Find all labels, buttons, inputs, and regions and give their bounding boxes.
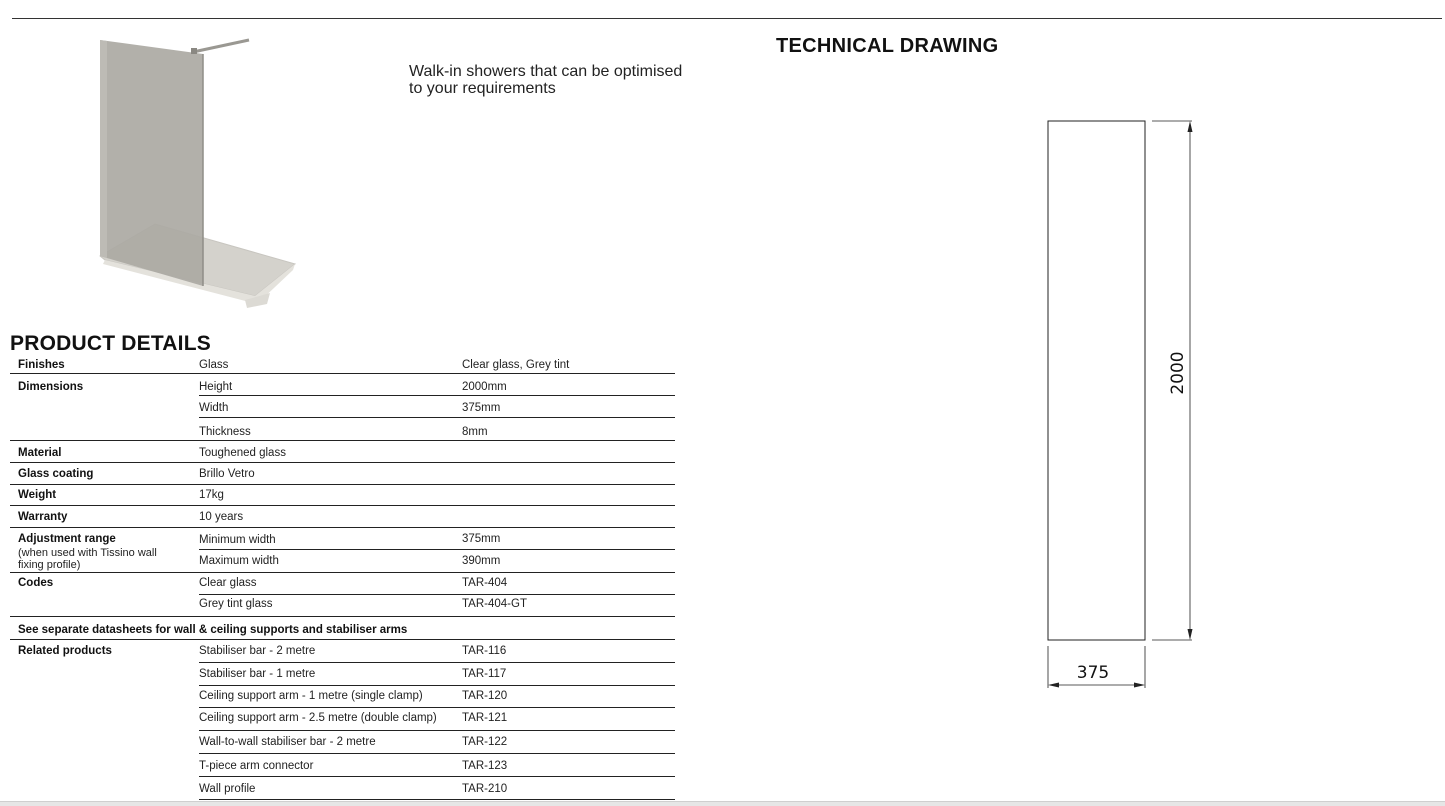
- finishes-value: Clear glass, Grey tint: [462, 359, 570, 371]
- dimension-row-height: [199, 374, 675, 396]
- related-code: TAR-122: [462, 736, 508, 748]
- adjustment-item: Maximum width: [199, 555, 279, 567]
- related-row: [199, 663, 675, 686]
- related-products-label: Related products: [18, 645, 112, 657]
- code-row-grey: [10, 595, 675, 617]
- adjustment-value: 375mm: [462, 533, 501, 545]
- weight-value: 17kg: [199, 489, 224, 501]
- dimension-value: 8mm: [462, 426, 488, 438]
- width-dimension-label: 375: [1076, 663, 1110, 683]
- code-item: Grey tint glass: [199, 598, 273, 610]
- code-row-clear: [199, 573, 675, 595]
- finishes-row: [10, 356, 675, 374]
- height-arrow-top: [1188, 121, 1193, 132]
- related-code: TAR-117: [462, 668, 507, 680]
- panel-outline: [1048, 121, 1145, 640]
- glass-coating-row: [10, 463, 675, 485]
- adjustment-range-label: Adjustment range: [18, 533, 116, 545]
- datasheet-note-row: [10, 617, 675, 640]
- related-row: [199, 640, 675, 663]
- dimension-value: 375mm: [462, 402, 501, 414]
- related-code: TAR-123: [462, 760, 508, 772]
- material-label: Material: [18, 447, 62, 459]
- finishes-item: Glass: [199, 359, 229, 371]
- warranty-row: [10, 506, 675, 528]
- related-code: TAR-210: [462, 783, 508, 795]
- material-value: Toughened glass: [199, 447, 286, 459]
- adjustment-value: 390mm: [462, 555, 501, 567]
- adjustment-item: Minimum width: [199, 534, 276, 546]
- technical-drawing: [1040, 110, 1210, 700]
- related-item: Wall profile: [199, 783, 256, 795]
- glass-coating-value: Brillo Vetro: [199, 468, 255, 480]
- related-row: [199, 708, 675, 731]
- top-divider: [12, 18, 1442, 19]
- weight-label: Weight: [18, 489, 57, 501]
- product-details-title: PRODUCT DETAILS: [10, 332, 211, 355]
- technical-drawing-title: TECHNICAL DRAWING: [776, 35, 999, 57]
- related-code: TAR-116: [462, 645, 507, 657]
- width-arrow-left: [1048, 683, 1059, 688]
- code-value: TAR-404-GT: [462, 598, 527, 610]
- height-arrow-bottom: [1188, 629, 1193, 640]
- related-item: Wall-to-wall stabiliser bar - 2 metre: [199, 736, 376, 748]
- tagline: Walk-in showers that can be optimised to your requirements: [409, 63, 683, 97]
- related-code: TAR-120: [462, 690, 508, 702]
- dimensions-label: Dimensions: [18, 381, 84, 393]
- related-item: Ceiling support arm - 2.5 metre (double clamp): [199, 712, 437, 724]
- related-item: Ceiling support arm - 1 metre (single clamp): [199, 690, 423, 702]
- adjustment-range-note: (when used with Tissino wall fixing profile): [18, 547, 157, 571]
- dimension-item: Thickness: [199, 426, 251, 438]
- code-item: Clear glass: [199, 577, 257, 589]
- dimension-item: Width: [199, 402, 229, 414]
- width-arrow-right: [1134, 683, 1145, 688]
- related-row: [199, 777, 675, 800]
- warranty-label: Warranty: [18, 511, 68, 523]
- material-row: [10, 441, 675, 463]
- height-dimension-label: 2000: [1168, 351, 1188, 395]
- related-item: T-piece arm connector: [199, 760, 314, 772]
- related-code: TAR-121: [462, 712, 508, 724]
- page-footer-strip: [0, 801, 1445, 806]
- adjustment-row-min: [199, 528, 675, 550]
- dimension-row-thickness: [10, 418, 675, 441]
- related-row: [199, 754, 675, 777]
- dimension-row-width: [199, 396, 675, 418]
- related-item: Stabiliser bar - 2 metre: [199, 645, 316, 657]
- codes-label: Codes: [18, 577, 54, 589]
- warranty-value: 10 years: [199, 511, 244, 523]
- datasheet-note: See separate datasheets for wall & ceiling supports and stabiliser arms: [18, 624, 408, 636]
- dimension-value: 2000mm: [462, 381, 507, 393]
- related-item: Stabiliser bar - 1 metre: [199, 668, 316, 680]
- adjustment-row-max: [10, 550, 675, 573]
- shower-panel-image: [95, 38, 300, 310]
- dimension-item: Height: [199, 381, 233, 393]
- related-row: [199, 731, 675, 754]
- related-row: [199, 686, 675, 708]
- weight-row: [10, 485, 675, 506]
- glass-coating-label: Glass coating: [18, 468, 94, 480]
- finishes-label: Finishes: [18, 359, 65, 371]
- code-value: TAR-404: [462, 577, 508, 589]
